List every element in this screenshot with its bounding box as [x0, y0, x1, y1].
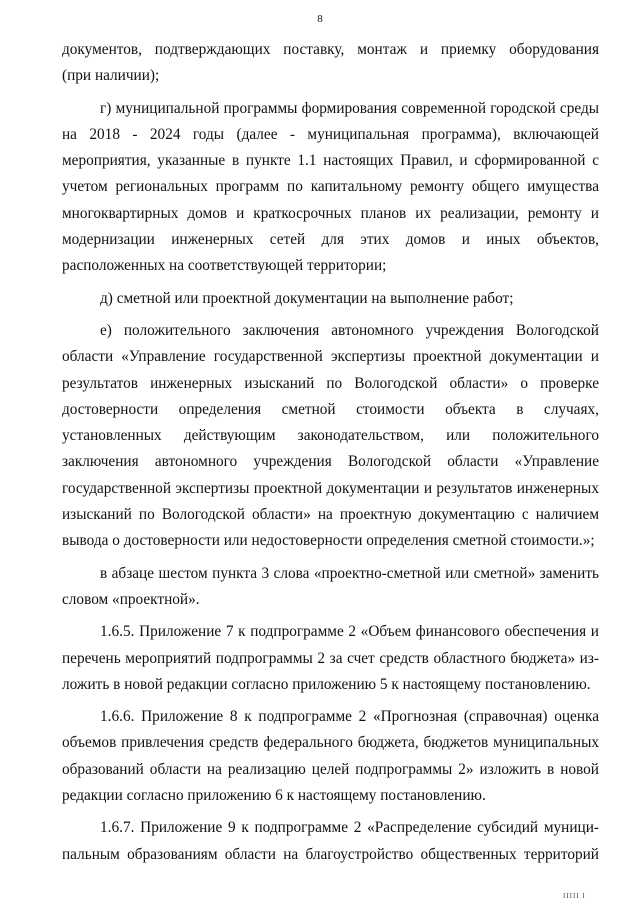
text-line: изысканий по Вологодской области» на проектную документацию с наличием [62, 506, 599, 524]
text-line: (при наличии); [62, 67, 160, 85]
paragraph-1-6-6 [62, 704, 599, 809]
text-line: государственной экспертизы проектной документации и результатов инженерных [62, 479, 599, 497]
paragraph-point-3-amendment [62, 561, 599, 614]
text-line: расположенных на соответствующей территории; [62, 257, 387, 275]
text-line: на 2018 - 2024 годы (далее - муниципальная программа), включающей [62, 125, 599, 143]
text-line: заключения автономного учреждения Вологодской области «Управление [62, 453, 599, 471]
text-line: пальным образованиям области на благоустройство общественных территорий [62, 845, 599, 863]
footer-barcode-mark: ІІІІІ І [563, 892, 586, 900]
text-line: достоверности определения сметной стоимости объекта в случаях, [62, 400, 599, 418]
text-line: установленных действующим законодательством, или положительного [62, 427, 599, 445]
document-body [62, 37, 599, 868]
text-line: модернизации инженерных сетей для этих домов и иных объектов, [62, 231, 599, 249]
paragraph-1-6-7 [62, 815, 599, 868]
text-line: г) муниципальной программы формирования современной городской среды [100, 99, 599, 117]
text-line: словом «проектной». [62, 590, 200, 608]
text-line: вывода о достоверности или недостоверности определения сметной стоимости.»; [62, 532, 595, 550]
paragraph-documents-list [62, 37, 599, 90]
text-line: 1.6.5. Приложение 7 к подпрограмме 2 «Объем финансового обеспечения и [100, 623, 599, 641]
text-line: учетом региональных программ по капитальному ремонту общего имущества [62, 178, 599, 196]
text-line: мероприятия, указанные в пункте 1.1 настоящих Правил, и сформированной с [62, 152, 599, 170]
text-line: д) сметной или проектной документации на выполнение работ; [100, 289, 514, 307]
text-line: многоквартирных домов и краткосрочных планов их реализации, ремонту и [62, 204, 599, 222]
text-line: документов, подтверждающих поставку, монтаж и приемку оборудования [62, 41, 599, 58]
text-line: 1.6.7. Приложение 9 к подпрограмме 2 «Распределение субсидий муници- [100, 819, 599, 837]
text-line: перечень мероприятий подпрограммы 2 за счет средств областного бюджета» из- [62, 649, 599, 667]
text-line: в абзаце шестом пункта 3 слова «проектно-сметной или сметной» заменить [100, 564, 599, 582]
text-line: е) положительного заключения автономного учреждения Вологодской [100, 321, 599, 339]
text-line: области «Управление государственной экспертизы проектной документации и [62, 348, 599, 366]
text-line: результатов инженерных изысканий по Вологодской области» о проверке [62, 374, 599, 392]
paragraph-item-e [62, 318, 599, 555]
text-line: редакции согласно приложению 6 к настоящему постановлению. [62, 787, 486, 805]
paragraph-item-d [62, 286, 599, 312]
text-line: 1.6.6. Приложение 8 к подпрограмме 2 «Прогнозная (справочная) оценка [100, 708, 599, 726]
text-line: ложить в новой редакции согласно приложению 5 к настоящему постановлению. [62, 675, 591, 693]
page-number: 8 [317, 13, 323, 25]
text-line: объемов привлечения средств федерального бюджета, бюджетов муниципальных [62, 734, 599, 752]
paragraph-1-6-5 [62, 619, 599, 698]
paragraph-item-g [62, 96, 599, 280]
text-line: образований области на реализацию целей подпрограммы 2» изложить в новой [62, 760, 599, 778]
